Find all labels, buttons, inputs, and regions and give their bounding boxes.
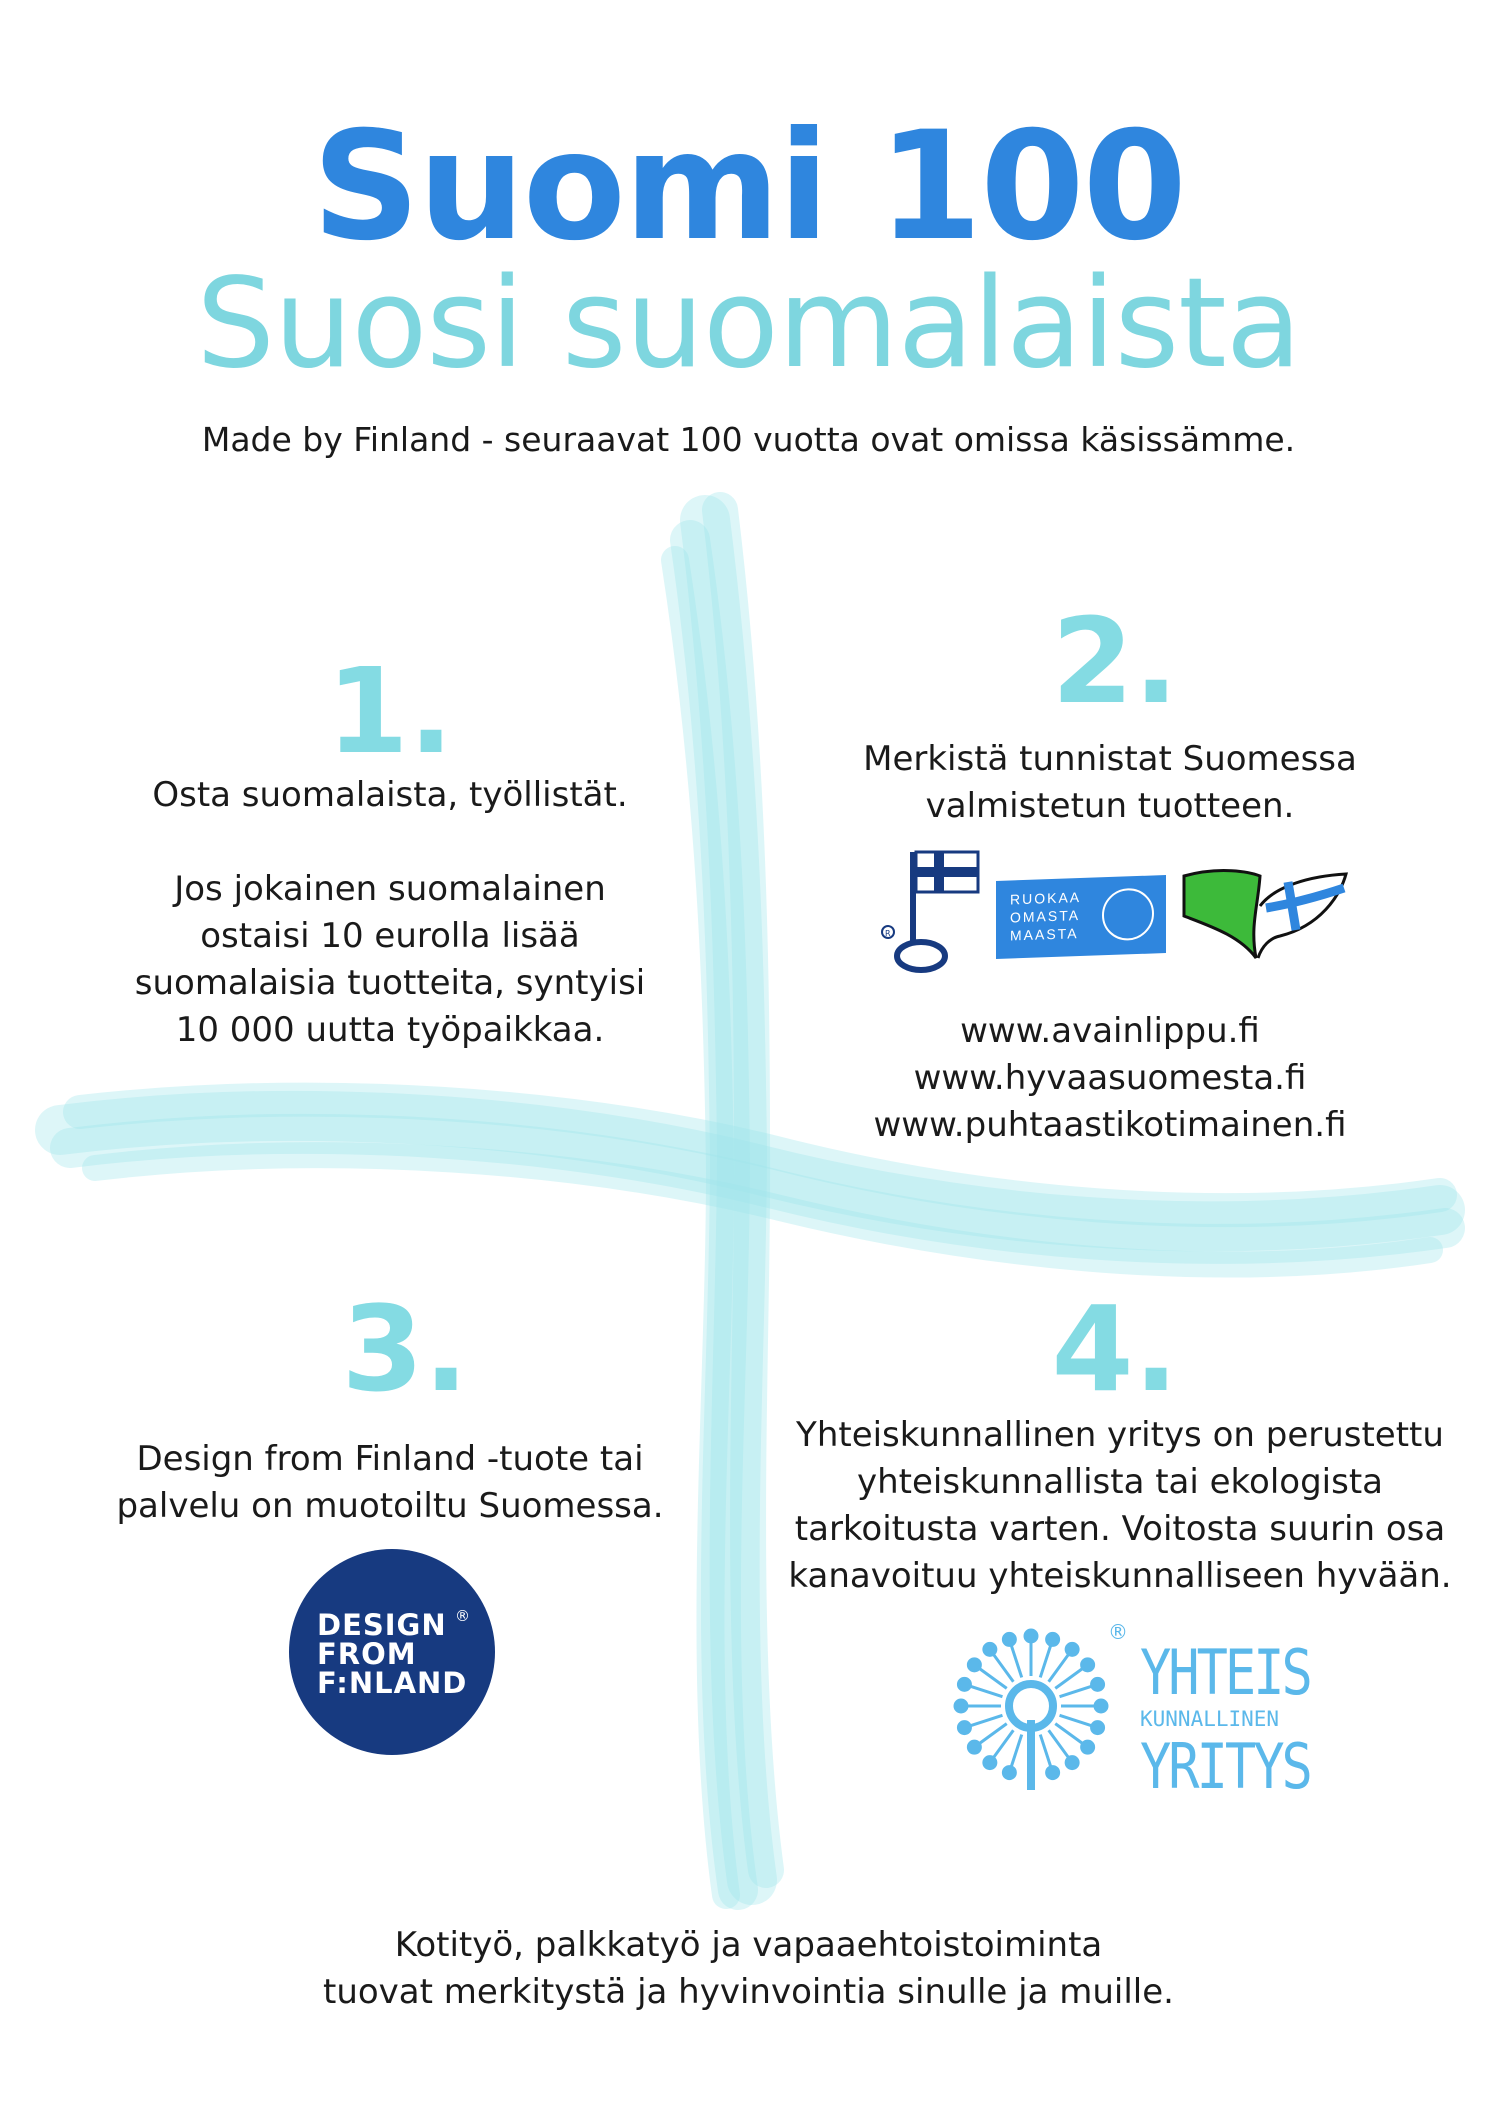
puhtaastikotimainen-link[interactable]: www.puhtaastikotimainen.fi <box>873 1105 1347 1145</box>
yy-ray-dot <box>1003 1767 1015 1779</box>
yy-ray <box>979 1724 1007 1744</box>
yy-ray-dot <box>968 1659 980 1671</box>
section-2-number: 2. <box>1051 592 1179 730</box>
section-4-line: kanavoituu yhteiskunnalliseen hyvään. <box>788 1556 1452 1596</box>
yy-ray <box>1060 1686 1092 1697</box>
yy-logo-line: YHTEIS <box>1140 1637 1310 1710</box>
section-1-spacer <box>90 819 690 866</box>
ruokaa-omasta-maasta-icon <box>996 875 1166 959</box>
yy-ray <box>1060 1715 1092 1726</box>
registered-mark-icon: ® <box>455 1607 470 1625</box>
footer-line: Kotityö, palkkatyö ja vapaaehtoistoiminta <box>394 1925 1103 1965</box>
ruokaa-logo-text <box>1010 888 1081 944</box>
yy-logo-line: YRITYS <box>1140 1731 1310 1804</box>
section-4-line: Yhteiskunnallinen yritys on perustettu <box>796 1415 1444 1455</box>
section-1-line: Osta suomalaista, työllistät. <box>152 775 628 815</box>
section-2-links <box>830 1008 1390 1149</box>
page-subtitle: Suosi suomalaista <box>196 252 1301 396</box>
yy-ray <box>1055 1724 1083 1744</box>
dff-logo-line: DESIGN <box>317 1608 447 1642</box>
section-2-line: valmistetun tuotteen. <box>925 786 1295 826</box>
swan-seal-icon <box>1102 887 1154 941</box>
yy-ray <box>993 1654 1013 1682</box>
section-3-number: 3. <box>341 1280 469 1418</box>
yy-ray-dot <box>955 1700 967 1712</box>
yy-ray <box>1040 1735 1051 1767</box>
yy-ray <box>1011 1735 1022 1767</box>
yy-ray-dot <box>1095 1700 1107 1712</box>
yy-ray-dot <box>1003 1633 1015 1645</box>
yy-ray <box>1040 1645 1051 1677</box>
footer-text <box>0 1922 1497 2016</box>
yy-ray-dot <box>984 1643 996 1655</box>
section-1-number: 1. <box>326 642 454 780</box>
section-4-line: yhteiskunnallista tai ekologista <box>856 1462 1383 1502</box>
yy-ray-dot <box>958 1678 970 1690</box>
section-1-line: ostaisi 10 eurolla lisää <box>200 916 580 956</box>
hyvaasuomesta-link[interactable]: www.hyvaasuomesta.fi <box>913 1058 1307 1098</box>
ruokaa-logo-line: OMASTA <box>1010 907 1081 926</box>
yy-logo-line: KUNNALLINEN <box>1140 1707 1280 1731</box>
dff-logo-text <box>317 1608 468 1700</box>
yy-ray <box>970 1686 1002 1697</box>
section-3-line: Design from Finland -tuote tai <box>136 1439 644 1479</box>
yhteiskunnallinen-yritys-wordmark <box>1140 1637 1310 1804</box>
svg-text:R: R <box>885 929 891 938</box>
yy-ray-dot <box>1066 1643 1078 1655</box>
yy-ray <box>1011 1645 1022 1677</box>
yy-ray <box>1049 1654 1069 1682</box>
section-1-line: Jos jokainen suomalainen <box>174 869 606 909</box>
registered-mark-icon: ® <box>1108 1620 1128 1644</box>
section-3-line: palvelu on muotoiltu Suomessa. <box>116 1486 664 1526</box>
yy-ray-dot <box>1092 1722 1104 1734</box>
dff-logo-line: FROM <box>317 1637 417 1671</box>
avainlippu-link[interactable]: www.avainlippu.fi <box>960 1011 1260 1051</box>
section-3-text <box>90 1436 690 1530</box>
yy-ray-dot <box>958 1722 970 1734</box>
section-1-line: suomalaisia tuotteita, syntyisi <box>134 963 646 1003</box>
yy-ray-dot <box>1082 1659 1094 1671</box>
yy-ray-dot <box>1047 1767 1059 1779</box>
dff-logo-line: F:NLAND <box>317 1666 468 1700</box>
section-1-line: 10 000 uutta työpaikkaa. <box>175 1010 605 1050</box>
page-title: Suomi 100 <box>312 100 1185 274</box>
yy-ray-dot <box>1092 1678 1104 1690</box>
yy-ray-dot <box>984 1757 996 1769</box>
yy-ray-dot <box>1082 1741 1094 1753</box>
yy-ray-dot <box>1025 1630 1037 1642</box>
yy-ray-dot <box>1047 1633 1059 1645</box>
yy-ray <box>979 1668 1007 1688</box>
yhteiskunnallinen-yritys-icon <box>946 1624 1116 1794</box>
yy-ray-dot <box>1066 1757 1078 1769</box>
yy-ray <box>1049 1730 1069 1758</box>
section-1-text <box>90 772 690 1054</box>
section-4-text <box>770 1412 1470 1600</box>
yy-ray <box>1055 1668 1083 1688</box>
design-from-finland-logo <box>289 1549 495 1755</box>
tagline: Made by Finland - seuraavat 100 vuotta ovat omissa käsissämme. <box>201 420 1296 459</box>
leaf-flag-icon <box>1180 866 1350 966</box>
section-2-text <box>830 736 1390 830</box>
section-2-line: Merkistä tunnistat Suomessa <box>863 739 1357 779</box>
key-flag-icon <box>876 848 986 980</box>
yy-ray <box>970 1715 1002 1726</box>
section-4-number: 4. <box>1051 1280 1179 1418</box>
section-4-line: tarkoitusta varten. Voitosta suurin osa <box>794 1509 1446 1549</box>
ruokaa-logo-line: RUOKAA <box>1010 888 1082 908</box>
ruokaa-logo-line: MAASTA <box>1010 925 1079 944</box>
yy-ray <box>993 1730 1013 1758</box>
footer-line: tuovat merkitystä ja hyvinvointia sinulle ja muille. <box>323 1972 1174 2012</box>
yy-ray-dot <box>968 1741 980 1753</box>
